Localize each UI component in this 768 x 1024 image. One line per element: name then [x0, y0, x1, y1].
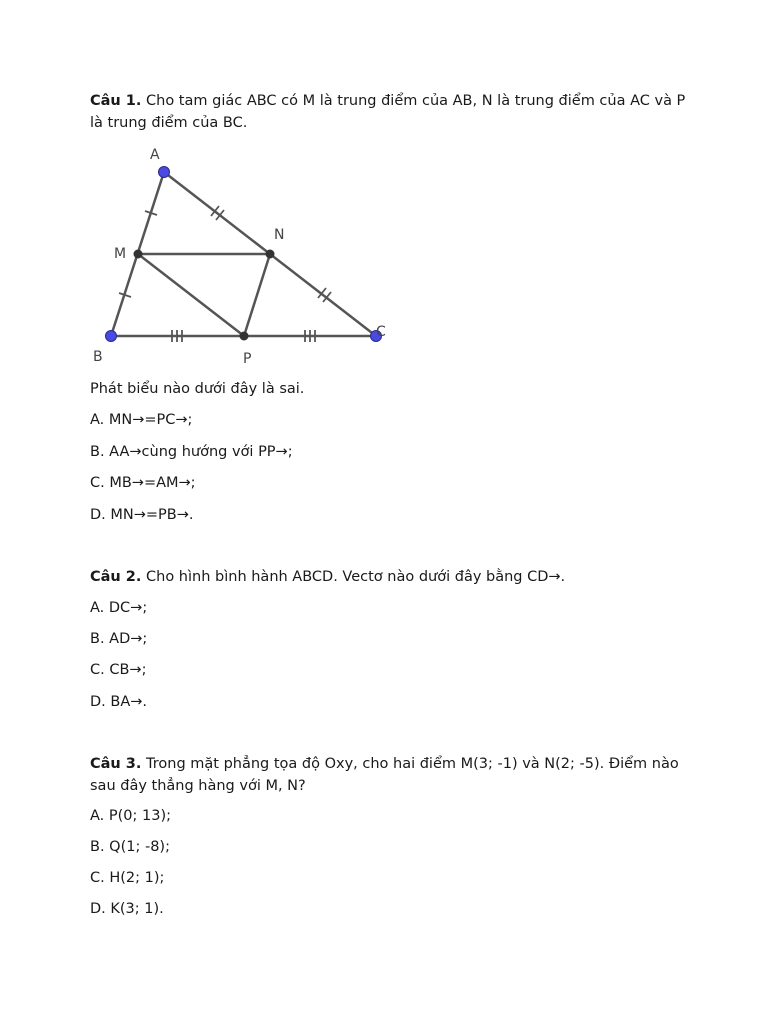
question-2-option-b[interactable]: B. AD→; [90, 631, 148, 647]
question-3-stem [90, 753, 690, 797]
question-1-label: Câu 1. [90, 93, 142, 109]
question-1-option-d[interactable]: D. MN→=PB→. [90, 507, 194, 523]
label-c: C [376, 324, 386, 340]
label-a: A [150, 147, 160, 163]
question-2-text: Cho hình bình hành ABCD. Vectơ nào dưới đây bằng CD→. [141, 569, 566, 585]
segment-np [244, 254, 270, 336]
question-3-option-c[interactable]: C. H(2; 1); [90, 870, 165, 886]
question-1-prompt: Phát biểu nào dưới đây là sai. [90, 381, 305, 397]
label-p: P [243, 351, 252, 367]
label-b: B [93, 349, 103, 365]
question-3-option-d[interactable]: D. K(3; 1). [90, 901, 164, 917]
question-2-option-d[interactable]: D. BA→. [90, 694, 148, 710]
triangle-figure [90, 142, 400, 367]
question-3-text: Trong mặt phẳng tọa độ Oxy, cho hai điểm M(3; -1) và N(2; -5). Điểm nào sau đây thẳng hàng với M, N? [90, 756, 679, 794]
question-1-stem [90, 90, 690, 134]
point-m [134, 250, 143, 259]
point-n [266, 250, 275, 259]
question-1-option-c[interactable]: C. MB→=AM→; [90, 475, 196, 491]
question-2-option-a[interactable]: A. DC→; [90, 600, 148, 616]
question-1-option-a[interactable]: A. MN→=PC→; [90, 412, 193, 428]
point-a [159, 167, 170, 178]
question-1-option-b[interactable]: B. AA→cùng hướng với PP→; [90, 444, 293, 460]
question-2-stem [90, 566, 690, 588]
point-b [106, 331, 117, 342]
question-3-label: Câu 3. [90, 756, 142, 772]
question-2-option-c[interactable]: C. CB→; [90, 662, 147, 678]
point-p [240, 332, 249, 341]
question-1-text: Cho tam giác ABC có M là trung điểm của AB, N là trung điểm của AC và P là trung điểm của BC. [90, 93, 686, 131]
question-3-option-b[interactable]: B. Q(1; -8); [90, 839, 170, 855]
label-m: M [114, 246, 127, 262]
label-n: N [274, 227, 285, 243]
question-3-option-a[interactable]: A. P(0; 13); [90, 808, 171, 824]
segment-mp [138, 254, 244, 336]
question-2-label: Câu 2. [90, 569, 142, 585]
